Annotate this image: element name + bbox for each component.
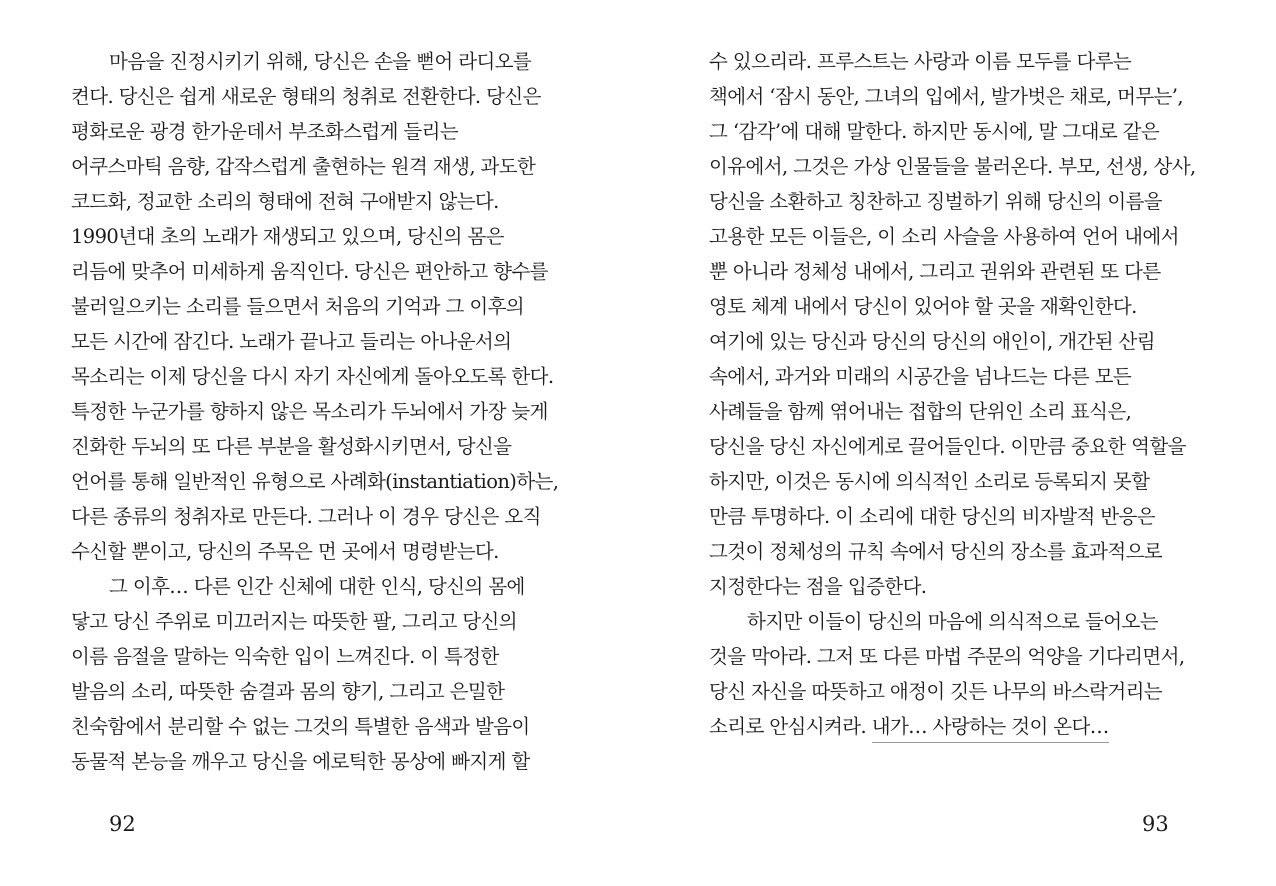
page-number-left: 92 xyxy=(109,812,136,836)
text-line: 속에서, 과거와 미래의 시공간을 넘나드는 다른 모든 xyxy=(709,365,1132,388)
text-line: 언어를 통해 일반적인 유형으로 사례화(instantiation)하는, xyxy=(71,470,559,493)
text-line: 발음의 소리, 따뜻한 숨결과 몸의 향기, 그리고 은밀한 xyxy=(71,680,505,703)
text-line: 여기에 있는 당신과 당신의 당신의 애인이, 개간된 산림 xyxy=(709,330,1156,353)
right-page-body-text xyxy=(709,44,1237,744)
last-line-prefix: 소리로 안심시켜라. xyxy=(709,715,872,738)
text-line-last xyxy=(709,709,1237,744)
text-line: 모든 시간에 잠긴다. 노래가 끝나고 들리는 아나운서의 xyxy=(71,330,512,353)
text-line: 1990년대 초의 노래가 재생되고 있으며, 당신의 몸은 xyxy=(71,225,504,248)
text-line: 동물적 본능을 깨우고 당신을 에로틱한 몽상에 빠지게 할 xyxy=(71,750,530,773)
text-line: 만큼 투명하다. 이 소리에 대한 당신의 비자발적 반응은 xyxy=(709,505,1156,528)
text-line: 코드화, 정교한 소리의 형태에 전혀 구애받지 않는다. xyxy=(71,190,499,213)
text-line: 책에서 ‘잠시 동안, 그녀의 입에서, 발가벗은 채로, 머무는’, xyxy=(709,85,1183,108)
page-number-right: 93 xyxy=(1142,812,1169,836)
text-line: 고용한 모든 이들은, 이 소리 사슬을 사용하여 언어 내에서 xyxy=(709,225,1179,248)
text-line: 진화한 두뇌의 또 다른 부분을 활성화시키면서, 당신을 xyxy=(71,435,512,458)
underlined-phrase: 내가… 사랑하는 것이 온다… xyxy=(872,715,1109,743)
text-line: 그것이 정체성의 규칙 속에서 당신의 장소를 효과적으로 xyxy=(709,540,1163,563)
text-line: 것을 막아라. 그저 또 다른 마법 주문의 억양을 기다리면서, xyxy=(709,645,1185,668)
text-line: 목소리는 이제 당신을 다시 자기 자신에게 돌아오도록 한다. xyxy=(71,365,554,388)
text-line: 평화로운 광경 한가운데서 부조화스럽게 들리는 xyxy=(71,120,459,143)
text-line: 특정한 누군가를 향하지 않은 목소리가 두뇌에서 가장 늦게 xyxy=(71,400,548,423)
text-line: 그 ‘감각’에 대해 말한다. 하지만 동시에, 말 그대로 같은 xyxy=(709,120,1160,143)
text-line: 리듬에 맞추어 미세하게 움직인다. 당신은 편안하고 향수를 xyxy=(71,260,548,283)
text-line: 뿐 아니라 정체성 내에서, 그리고 권위와 관련된 또 다른 xyxy=(709,260,1161,283)
left-page-body-text xyxy=(71,44,593,779)
text-line: 이름 음절을 말하는 익숙한 입이 느껴진다. 이 특정한 xyxy=(71,645,499,668)
text-line: 지정한다는 점을 입증한다. xyxy=(709,575,927,598)
text-line: 수신할 뿐이고, 당신의 주목은 먼 곳에서 명령받는다. xyxy=(71,540,499,563)
text-line: 불러일으키는 소리를 들으면서 처음의 기억과 그 이후의 xyxy=(71,295,525,318)
right-page xyxy=(638,0,1276,886)
text-line: 당신 자신을 따뜻하고 애정이 깃든 나무의 바스락거리는 xyxy=(709,680,1163,703)
text-line: 당신을 당신 자신에게로 끌어들인다. 이만큼 중요한 역할을 xyxy=(709,435,1186,458)
text-line: 그 이후… 다른 인간 신체에 대한 인식, 당신의 몸에 xyxy=(109,575,525,598)
text-line: 다른 종류의 청취자로 만든다. 그러나 이 경우 당신은 오직 xyxy=(71,505,541,528)
text-line: 수 있으리라. 프루스트는 사랑과 이름 모두를 다루는 xyxy=(709,50,1132,73)
text-line: 당신을 소환하고 칭찬하고 징벌하기 위해 당신의 이름을 xyxy=(709,190,1163,213)
text-line: 하지만, 이것은 동시에 의식적인 소리로 등록되지 못할 xyxy=(709,470,1150,493)
text-line: 영토 체계 내에서 당신이 있어야 할 곳을 재확인한다. xyxy=(709,295,1137,318)
text-line: 어쿠스마틱 음향, 갑작스럽게 출현하는 원격 재생, 과도한 xyxy=(71,155,536,178)
text-line: 친숙함에서 분리할 수 없는 그것의 특별한 음색과 발음이 xyxy=(71,715,530,738)
text-line: 닿고 당신 주위로 미끄러지는 따뜻한 팔, 그리고 당신의 xyxy=(71,610,518,633)
text-line: 사례들을 함께 엮어내는 접합의 단위인 소리 표식은, xyxy=(709,400,1132,423)
text-line: 켠다. 당신은 쉽게 새로운 형태의 청취로 전환한다. 당신은 xyxy=(71,85,541,108)
text-line: 마음을 진정시키기 위해, 당신은 손을 뻗어 라디오를 xyxy=(109,50,532,73)
text-line: 이유에서, 그것은 가상 인물들을 불러온다. 부모, 선생, 상사, xyxy=(709,155,1196,178)
text-line: 하지만 이들이 당신의 마음에 의식적으로 들어오는 xyxy=(747,610,1158,633)
